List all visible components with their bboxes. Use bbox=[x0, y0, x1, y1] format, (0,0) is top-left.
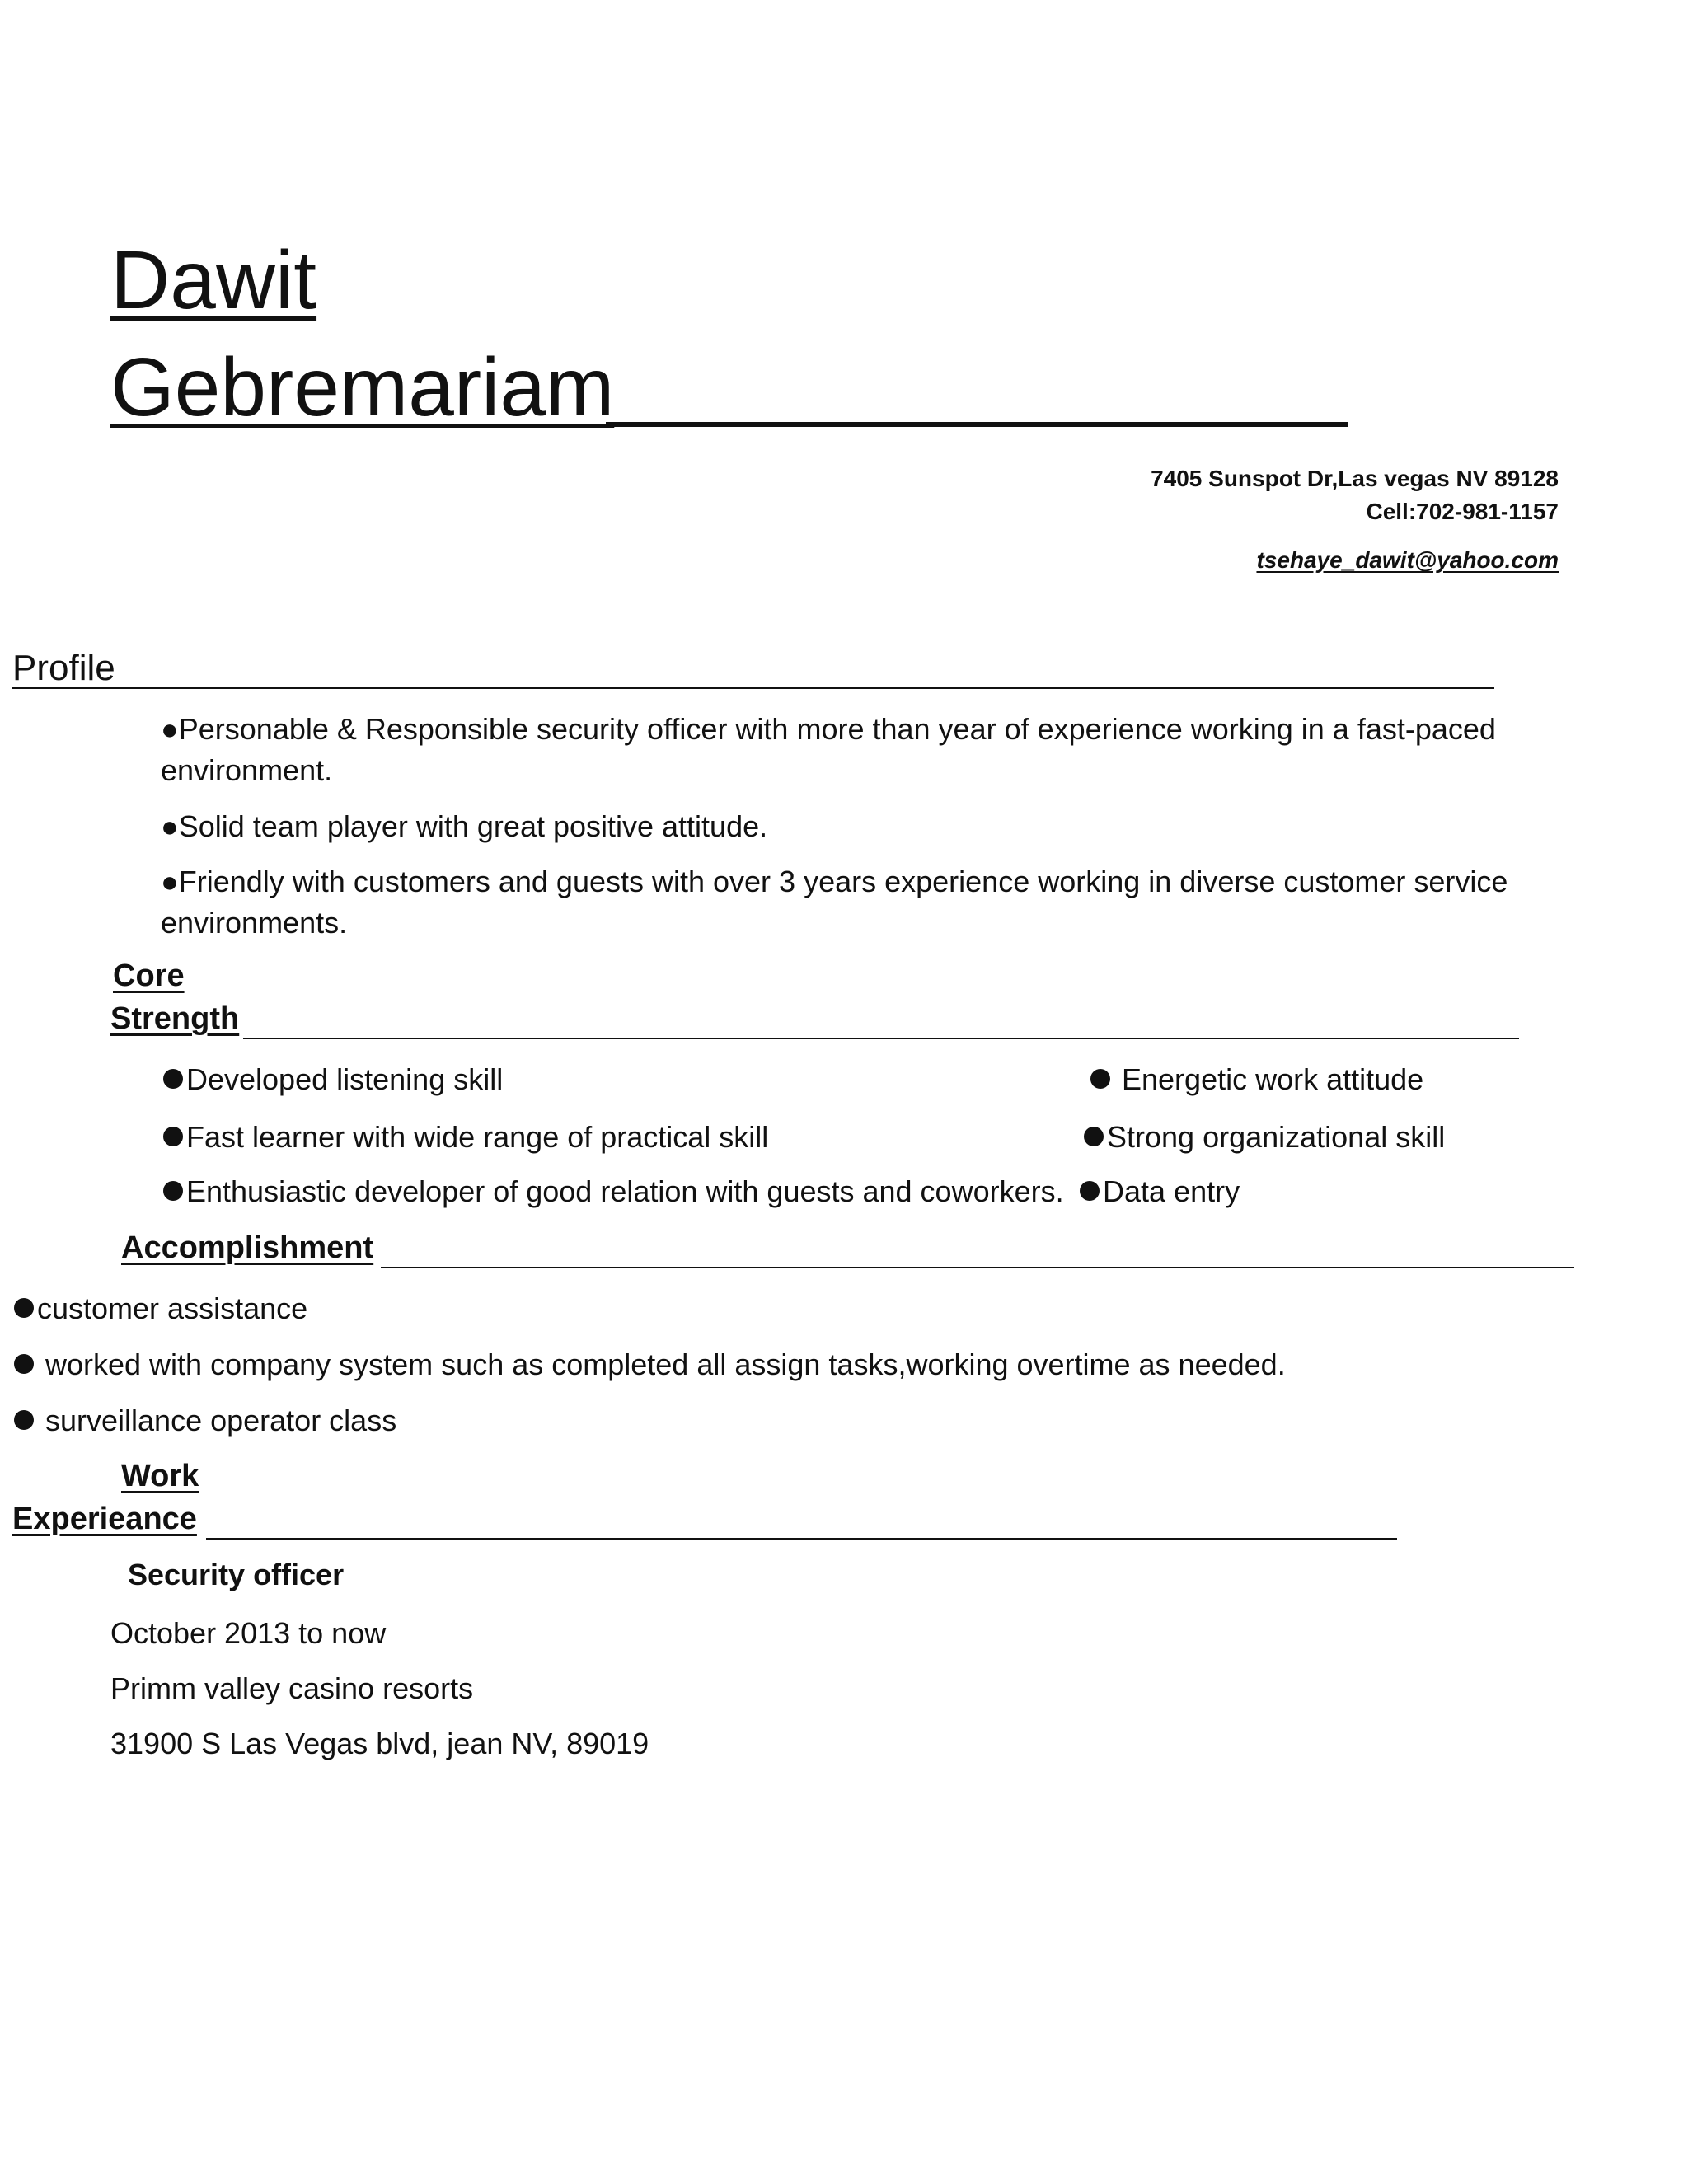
work-rule bbox=[206, 1538, 1397, 1540]
last-name: Gebremariam bbox=[110, 341, 615, 434]
cell-phone: Cell:702-981-1157 bbox=[1366, 499, 1559, 524]
accomplishment-item: customer assistance bbox=[14, 1288, 307, 1329]
strength-item: Data entry bbox=[1080, 1171, 1240, 1212]
strength-item: Fast learner with wide range of practical skill bbox=[163, 1117, 768, 1158]
strength-item: Energetic work attitude bbox=[1090, 1059, 1423, 1100]
bullet-icon bbox=[1084, 1127, 1104, 1146]
accomplishment-item: surveillance operator class bbox=[14, 1400, 396, 1441]
strength-item: Strong organizational skill bbox=[1084, 1117, 1445, 1158]
profile-item: ●Friendly with customers and guests with over 3 years experience working in diverse customer service bbox=[161, 865, 1508, 898]
bullet-icon bbox=[163, 1069, 183, 1089]
core-strength-heading-2: Strength bbox=[110, 1001, 240, 1036]
accomplishment-item: worked with company system such as completed all assign tasks,working overtime as needed. bbox=[14, 1344, 1286, 1385]
bullet-icon bbox=[1090, 1069, 1110, 1089]
employer: Primm valley casino resorts bbox=[110, 1671, 474, 1705]
bullet-icon bbox=[1080, 1181, 1100, 1201]
strength-item: Enthusiastic developer of good relation with guests and coworkers. bbox=[163, 1171, 1064, 1212]
job-title: Security officer bbox=[128, 1558, 345, 1591]
work-heading-1: Work bbox=[121, 1459, 199, 1493]
work-heading-2: Experieance bbox=[12, 1502, 197, 1536]
bullet-icon bbox=[163, 1181, 183, 1201]
profile-heading: Profile bbox=[12, 648, 115, 688]
first-name: Dawit bbox=[110, 234, 317, 326]
profile-item-cont: environments. bbox=[161, 906, 348, 940]
address: 7405 Sunspot Dr,Las vegas NV 89128 bbox=[1151, 466, 1559, 491]
profile-item: ●Solid team player with great positive attitude. bbox=[161, 809, 768, 843]
job-dates: October 2013 to now bbox=[110, 1616, 387, 1650]
bullet-icon bbox=[163, 1127, 183, 1146]
core-strength-rule bbox=[243, 1038, 1519, 1039]
profile-item-cont: environment. bbox=[161, 753, 333, 787]
profile-rule bbox=[12, 687, 1494, 689]
core-strength-heading-1: Core bbox=[113, 958, 185, 993]
accomplishment-rule bbox=[381, 1267, 1574, 1268]
accomplishment-heading: Accomplishment bbox=[121, 1230, 374, 1265]
email-link[interactable]: tsehaye_dawit@yahoo.com bbox=[1256, 547, 1559, 573]
profile-item: ●Personable & Responsible security officer with more than year of experience working in a fast-paced bbox=[161, 712, 1496, 746]
bullet-icon bbox=[14, 1410, 34, 1430]
strength-item: Developed listening skill bbox=[163, 1059, 503, 1100]
name-rule bbox=[606, 422, 1348, 427]
bullet-icon bbox=[14, 1298, 34, 1318]
bullet-icon bbox=[14, 1354, 34, 1374]
employer-address: 31900 S Las Vegas blvd, jean NV, 89019 bbox=[110, 1727, 649, 1760]
